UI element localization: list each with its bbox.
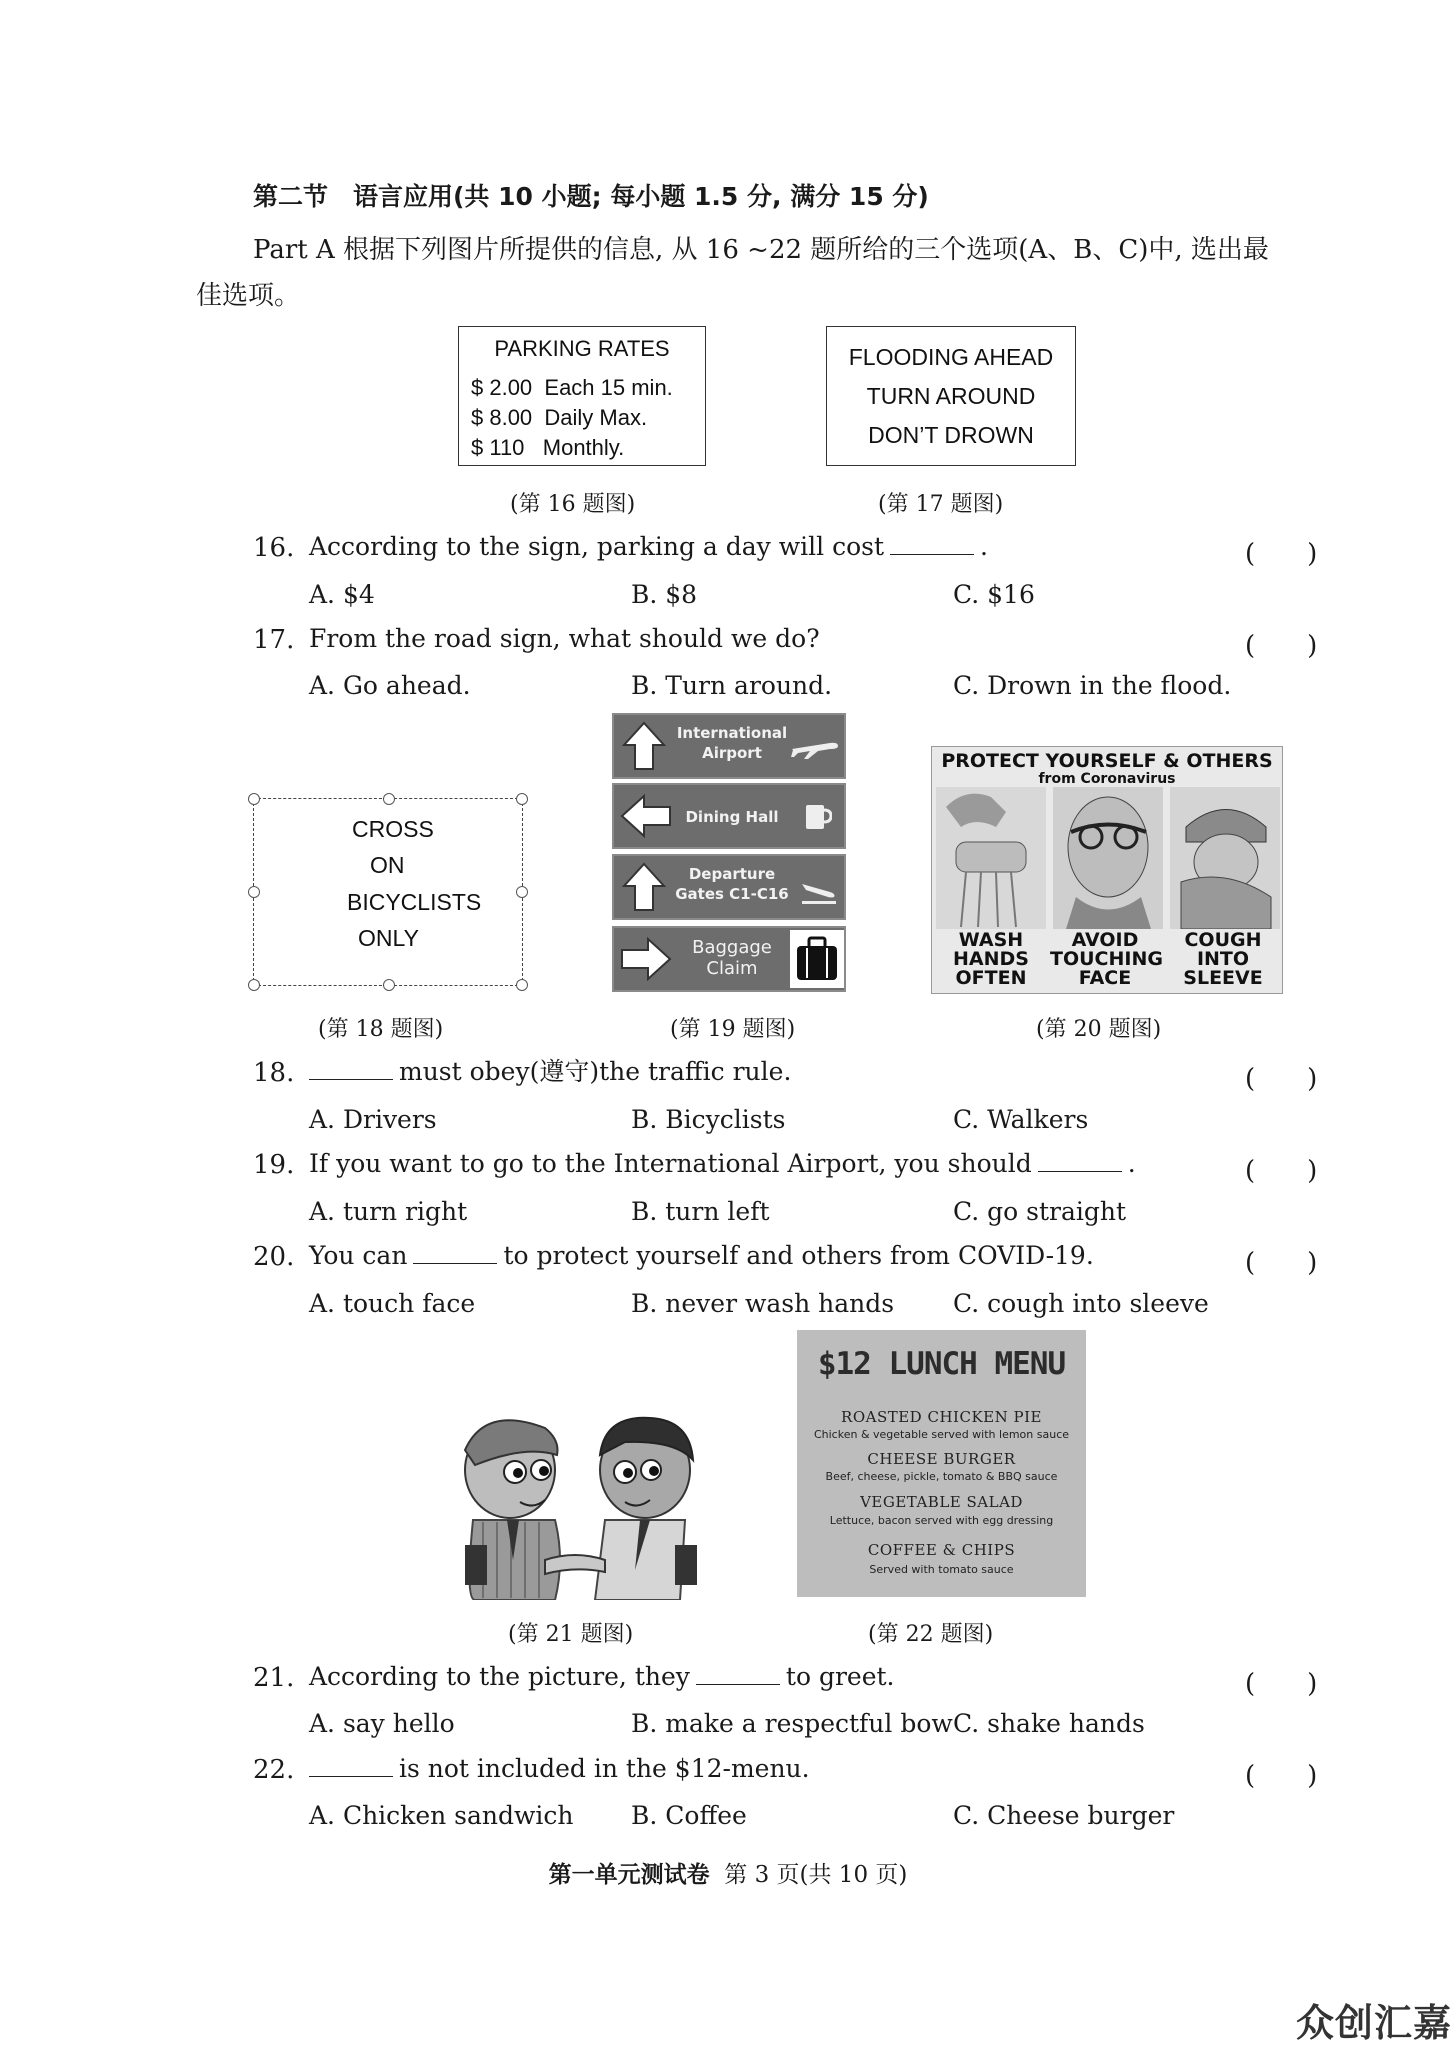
parking-rate-2: $ 8.00 Daily Max.: [471, 405, 648, 430]
dining-hall-label: Dining Hall: [685, 808, 779, 826]
q17-answer-paren: ( ): [1245, 631, 1318, 661]
parking-rate-1: $ 2.00 Each 15 min.: [471, 375, 673, 400]
menu-desc-1: Chicken & vegetable served with lemon sauce: [813, 1428, 1070, 1441]
q16-stem: According to the sign, parking a day will cost .: [309, 532, 988, 561]
intro-line-2: 佳选项。: [196, 281, 301, 311]
q20-answer-paren: ( ): [1245, 1248, 1318, 1278]
q21-option-b: B. make a respectful bow: [631, 1709, 953, 1738]
q20-stem: You can to protect yourself and others from COVID-19.: [309, 1241, 1094, 1270]
arrow-right-icon: [620, 936, 672, 982]
departure-sign-label: Departure Gates C1-C16: [675, 865, 789, 904]
flood-line-1: FLOODING AHEAD: [848, 344, 1054, 370]
q20-option-b: B. never wash hands: [631, 1289, 895, 1318]
section-title: 第二节 语言应用(共 10 小题; 每小题 1.5 分, 满分 15 分): [253, 182, 929, 211]
q21-number: 21.: [253, 1663, 295, 1693]
q17-option-a: A. Go ahead.: [309, 671, 471, 700]
menu-desc-3: Lettuce, bacon served with egg dressing: [829, 1514, 1054, 1527]
caption-18: (第 18 题图): [318, 1017, 444, 1042]
q19-stem: If you want to go to the International Airport, you should .: [309, 1149, 1136, 1178]
q17-stem: From the road sign, what should we do?: [309, 624, 820, 653]
q18-option-c: C. Walkers: [953, 1105, 1089, 1134]
footer-title: 第一单元测试卷: [548, 1862, 710, 1888]
parking-rates-sign: [458, 326, 706, 466]
airport-sign-label: International Airport: [676, 724, 788, 763]
arrow-up-icon: [622, 862, 666, 912]
bike-sign-line-4: ONLY: [358, 925, 419, 951]
departure-sign: [612, 854, 846, 920]
answer-blank: [696, 1664, 780, 1685]
q19-option-c: C. go straight: [953, 1197, 1127, 1226]
q18-answer-paren: ( ): [1245, 1064, 1318, 1094]
caption-17: (第 17 题图): [878, 492, 1004, 517]
coronavirus-poster: [931, 746, 1283, 994]
bike-sign-line-1: CROSS: [352, 816, 434, 842]
menu-title: $12 LUNCH MENU: [817, 1346, 1066, 1382]
corner-handle: [248, 979, 260, 991]
q22-option-b: B. Coffee: [631, 1801, 747, 1830]
flood-line-2: TURN AROUND: [866, 383, 1036, 409]
q21-option-a: A. say hello: [309, 1709, 455, 1738]
menu-item-3: VEGETABLE SALAD: [860, 1493, 1023, 1511]
q22-option-c: C. Cheese burger: [953, 1801, 1175, 1830]
answer-blank: [413, 1243, 497, 1264]
caption-20: (第 20 题图): [1036, 1017, 1162, 1042]
corner-handle: [248, 793, 260, 805]
departure-plane-icon: [800, 870, 838, 906]
coffee-cup-icon: [804, 799, 832, 833]
airplane-icon: [790, 731, 840, 761]
answer-blank: [1038, 1151, 1122, 1172]
flood-line-3: DON’T DROWN: [868, 422, 1034, 448]
caption-16: (第 16 题图): [510, 492, 636, 517]
q19-option-a: A. turn right: [309, 1197, 468, 1226]
corner-handle: [516, 886, 528, 898]
menu-desc-4: Served with tomato sauce: [869, 1563, 1014, 1576]
suitcase-icon: [790, 930, 844, 988]
menu-item-1: ROASTED CHICKEN PIE: [841, 1408, 1042, 1426]
avoid-touching-label: AVOID TOUCHING FACE: [1050, 929, 1163, 989]
q18-stem: must obey(遵守)the traffic rule.: [303, 1059, 791, 1084]
q21-option-c: C. shake hands: [953, 1709, 1145, 1738]
menu-item-2: CHEESE BURGER: [867, 1450, 1016, 1468]
q19-answer-paren: ( ): [1245, 1156, 1318, 1186]
q20-option-a: A. touch face: [309, 1289, 476, 1318]
hygiene-illustrations: [936, 787, 1280, 929]
q16-option-b: B. $8: [631, 580, 698, 609]
dining-hall-sign: [612, 783, 846, 849]
q18-option-b: B. Bicyclists: [631, 1105, 786, 1134]
flooding-sign: [826, 326, 1076, 466]
arrow-up-icon: [622, 721, 666, 771]
q22-answer-paren: ( ): [1245, 1761, 1318, 1791]
handshake-illustration: [445, 1410, 720, 1600]
menu-desc-2: Beef, cheese, pickle, tomato & BBQ sauce: [825, 1470, 1058, 1483]
q22-stem: is not included in the $12-menu.: [303, 1756, 810, 1781]
cough-sleeve-label: COUGH INTO SLEEVE: [1183, 929, 1263, 989]
parking-rate-3: $ 110 Monthly.: [471, 435, 625, 460]
bike-sign-line-3: BICYCLISTS: [347, 889, 482, 915]
q20-option-c: C. cough into sleeve: [953, 1289, 1209, 1318]
q22-option-a: A. Chicken sandwich: [309, 1801, 574, 1830]
wash-hands-label: WASH HANDS OFTEN: [953, 929, 1029, 989]
q17-number: 17.: [253, 625, 295, 655]
corner-handle: [383, 793, 395, 805]
q21-answer-paren: ( ): [1245, 1669, 1318, 1699]
q16-option-a: A. $4: [309, 580, 375, 609]
q18-number: 18.: [253, 1058, 295, 1088]
q17-option-c: C. Drown in the flood.: [953, 671, 1232, 700]
parking-sign-title: PARKING RATES: [494, 336, 670, 361]
q17-option-b: B. Turn around.: [631, 671, 833, 700]
q18-option-a: A. Drivers: [309, 1105, 437, 1134]
q16-number: 16.: [253, 533, 295, 563]
q21-stem: According to the picture, they to greet.: [309, 1662, 895, 1691]
corner-handle: [516, 793, 528, 805]
caption-22: (第 22 题图): [868, 1622, 994, 1647]
caption-19: (第 19 题图): [670, 1017, 796, 1042]
arrow-left-icon: [620, 793, 672, 839]
corner-handle: [248, 886, 260, 898]
suitcase-icon-bg: [790, 930, 844, 988]
bike-sign-line-2: ON: [370, 852, 405, 878]
q16-answer-paren: ( ): [1245, 539, 1318, 569]
answer-blank: [309, 1756, 393, 1777]
q16-option-c: C. $16: [953, 580, 1035, 609]
answer-blank: [309, 1059, 393, 1080]
intro-line-1: Part A 根据下列图片所提供的信息, 从 16 ~22 题所给的三个选项(A、B、C)中, 选出最: [253, 235, 1269, 265]
lunch-menu: [797, 1330, 1086, 1597]
answer-blank: [890, 534, 974, 555]
q19-number: 19.: [253, 1150, 295, 1180]
q19-option-b: B. turn left: [631, 1197, 770, 1226]
page-footer: [0, 1856, 1456, 1889]
corner-handle: [516, 979, 528, 991]
poster-subtitle: from Coronavirus: [1038, 771, 1176, 787]
baggage-claim-label: Baggage Claim: [692, 937, 772, 979]
q20-number: 20.: [253, 1242, 295, 1272]
footer-page: 第 3 页(共 10 页): [724, 1862, 908, 1888]
airport-sign: [612, 713, 846, 779]
caption-21: (第 21 题图): [508, 1622, 634, 1647]
bicyclists-sign: [253, 798, 523, 986]
poster-title: PROTECT YOURSELF & OTHERS: [941, 750, 1273, 772]
baggage-claim-sign: [612, 926, 846, 992]
corner-handle: [383, 979, 395, 991]
q22-number: 22.: [253, 1755, 295, 1785]
menu-item-4: COFFEE & CHIPS: [867, 1541, 1016, 1559]
watermark: 众创汇嘉: [1295, 2001, 1452, 2045]
